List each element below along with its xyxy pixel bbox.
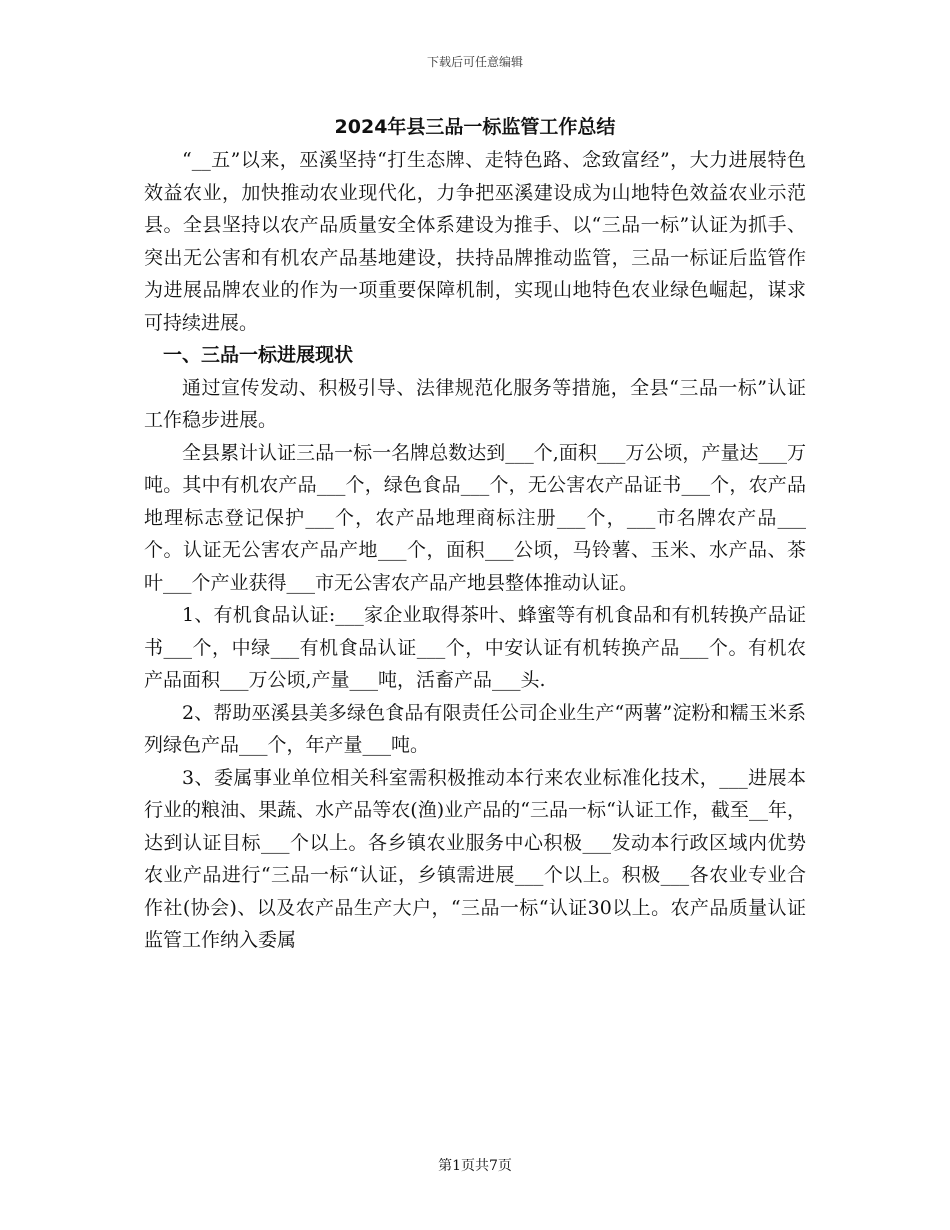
paragraph-item-2: 2、帮助巫溪县美多绿色食品有限责任公司企业生产“两薯”淀粉和糯玉米系列绿色产品___个，年产量___吨。	[144, 701, 806, 756]
page-number: 第1页共7页	[438, 1158, 512, 1174]
paragraph-statistics: 全县累计认证三品一标一名牌总数达到___个,面积___万公顷，产量达___万吨。其中有机农产品___个，绿色食品___个，无公害农产品证书___个，农产品地理标志登记保护___个，农产品地理商标注册___个，___市名牌农产品___个。认证无公害农产品产地___个，面积___公顷，马铃薯、玉米、水产品、茶叶___个产业获得___市无公害农产品产地县整体推动认证。	[144, 441, 806, 594]
paragraph-item-3: 3、委属事业单位相关科室需积极推动本行来农业标准化技术，___进展本行业的粮油、果蔬、水产品等农(渔)业产品的“三品一标“认证工作，截至__年，达到认证目标___个以上。各乡镇农业服务中心积极___发动本行政区域内优势农业产品进行“三品一标“认证，乡镇需进展___个以上。积极___各农业专业合作社(协会)、以及农产品生产大户，“三品一标“认证30以上。农产品质量认证监管工作纳入委属	[144, 766, 806, 951]
document-body	[144, 144, 806, 957]
paragraph-intro: “__五”以来，巫溪坚持“打生态牌、走特色路、念致富经”，大力进展特色效益农业，加快推动农业现代化，力争把巫溪建设成为山地特色效益农业示范县。全县坚持以农产品质量安全体系建设为推手、以“三品一标”认证为抓手、突出无公害和有机农产品基地建设，扶持品牌推动监管，三品一标证后监管作为进展品牌农业的作为一项重要保障机制，实现山地特色农业绿色崛起，谋求可持续进展。	[144, 149, 806, 334]
header-note: 下载后可任意编辑	[426, 55, 523, 69]
section-heading: 一、三品一标进展现状	[163, 344, 354, 366]
paragraph-item-1: 1、有机食品认证:___家企业取得茶叶、蜂蜜等有机食品和有机转换产品证书___个，中绿___有机食品认证___个，中安认证有机转换产品___个。有机农产品面积___万公顷,产量___吨，活畜产品___头.	[144, 604, 806, 691]
document-title: 2024年县三品一标监管工作总结	[334, 116, 616, 138]
paragraph-overview: 通过宣传发动、积极引导、法律规范化服务等措施，全县“三品一标”认证工作稳步进展。	[144, 376, 806, 431]
